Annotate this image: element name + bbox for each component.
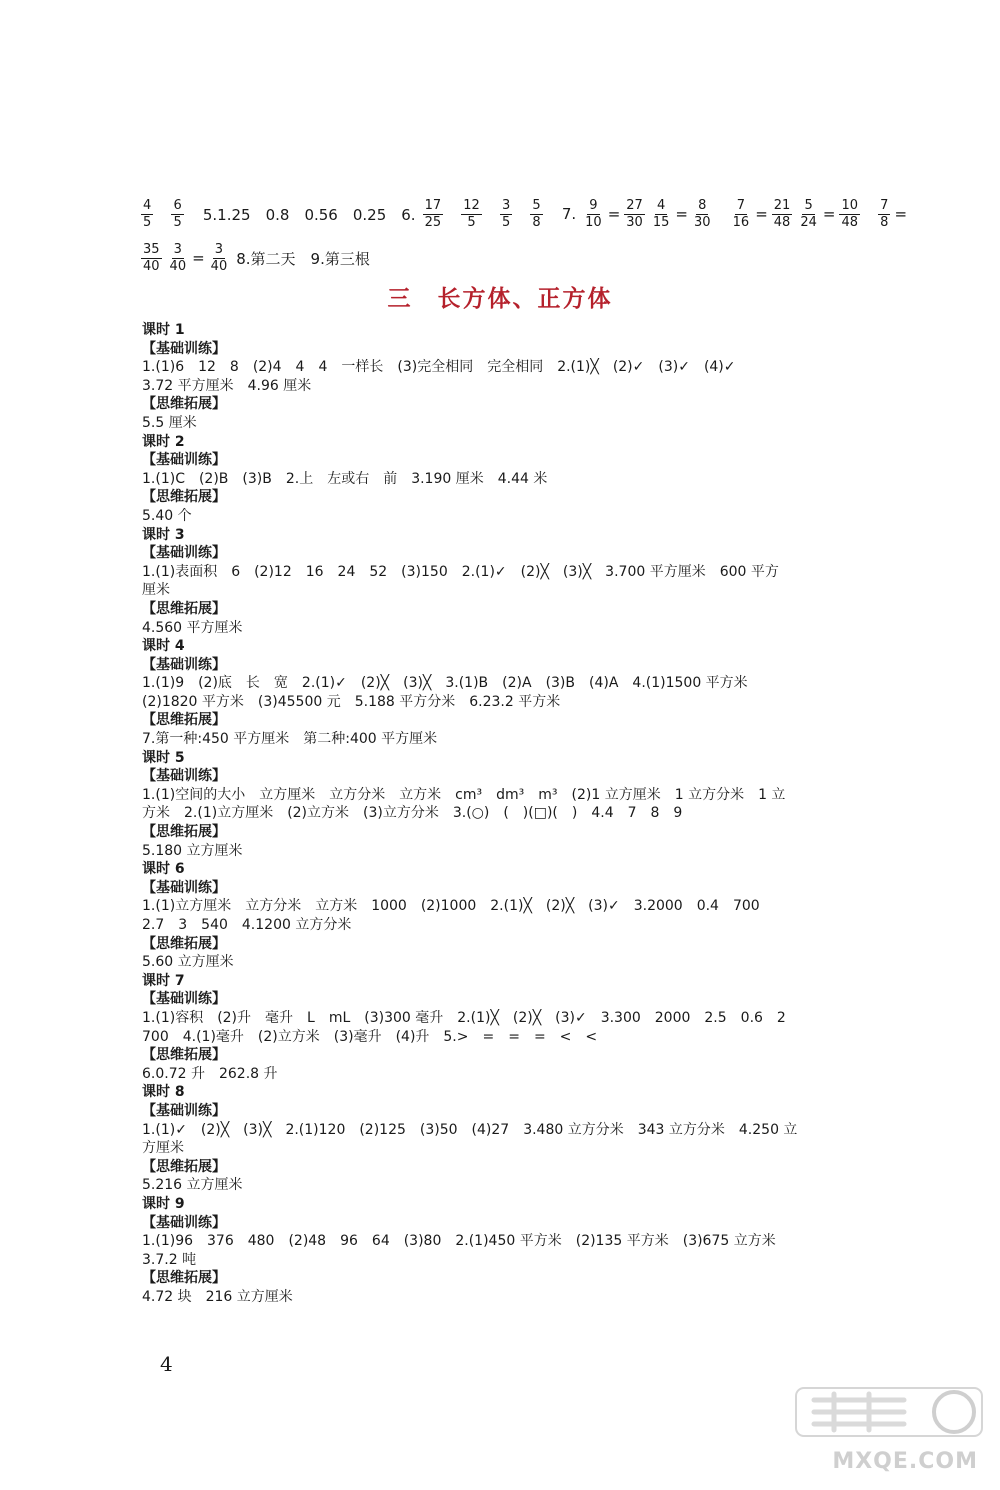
answer-line: 5.216 立方厘米: [142, 1177, 243, 1194]
section-tag: 【基础训练】: [142, 545, 226, 562]
denominator: 30: [626, 214, 643, 230]
equals-sign: =: [675, 205, 688, 223]
numerator: 7: [736, 197, 746, 213]
answer-line: 1.(1)✓ (2)╳ (3)╳ 2.(1)120 (2)125 (3)50 (4)27 3.480 立方分米 343 立方分米 4.250 立: [142, 1121, 798, 1138]
answer-line: (2)1820 平方米 (3)45500 元 5.188 平方分米 6.23.2 平方米: [142, 693, 561, 710]
answer-line: 2.7 3 540 4.1200 立方分米: [142, 917, 352, 933]
answer-line: 1.(1)容积 (2)升 毫升 L mL (3)300 毫升 2.(1)╳ (2)╳ (3)✓ 3.300 2000 2.5 0.6 2: [142, 1009, 786, 1026]
numerator: 4: [143, 197, 152, 213]
fraction: [651, 198, 672, 231]
numerator: 12: [463, 197, 480, 213]
watermark-url: MXQE.COM: [832, 1449, 978, 1474]
denominator: 24: [800, 214, 817, 230]
answer-line: 方厘米: [142, 1140, 184, 1157]
section-tag: 【思维拓展】: [142, 600, 226, 617]
answer-line: 1.(1)C (2)B (3)B 2.上 左或右 前 3.190 厘米 4.44 米: [142, 470, 548, 487]
fraction: [624, 198, 645, 231]
answer-line: 1.(1)空间的大小 立方厘米 立方分米 立方米 cm³ dm³ m³ (2)1 立方厘米 1 立方分米 1 立: [142, 786, 786, 803]
answer-line: 4.560 平方厘米: [142, 619, 243, 636]
numerator: 21: [773, 197, 791, 213]
section-tag: 【基础训练】: [142, 879, 226, 896]
fraction: [461, 198, 482, 231]
equals-sign: =: [607, 205, 621, 223]
numerator: 9: [589, 197, 598, 213]
section-tag: 【基础训练】: [142, 452, 226, 469]
answer-line: 1.(1)立方厘米 立方分米 立方米 1000 (2)1000 2.(1)╳ (2)╳ (3)✓ 3.2000 0.4 700: [142, 898, 760, 915]
denominator: 30: [693, 214, 711, 230]
section-tag: 【基础训练】: [142, 340, 226, 357]
section-tag: 【基础训练】: [142, 1214, 226, 1231]
page-number: 4: [160, 1352, 173, 1376]
answer-text: 8.第二天 9.第三根: [236, 249, 370, 268]
lesson-heading: 课时 7: [142, 972, 185, 989]
equals-sign: =: [192, 249, 205, 267]
answer-line: 1.(1)9 (2)底 长 宽 2.(1)✓ (2)╳ (3)╳ 3.(1)B (2)A (3)B (4)A 4.(1)1500 平方米: [142, 675, 748, 692]
fraction-answers: [138, 192, 908, 280]
answer-line: 5.180 立方厘米: [142, 842, 243, 859]
answer-line: 6.0.72 升 262.8 升: [142, 1065, 278, 1082]
section-tag: 【思维拓展】: [142, 712, 226, 729]
numerator: 35: [143, 241, 160, 257]
equals-sign: =: [894, 205, 908, 223]
section-tag: 【基础训练】: [142, 768, 226, 785]
denominator: 40: [210, 258, 228, 274]
section-tag: 【思维拓展】: [142, 1047, 226, 1064]
numerator: 7: [880, 197, 889, 213]
denominator: 15: [652, 214, 670, 230]
lesson-heading: 课时 5: [142, 749, 185, 766]
equals-sign: =: [822, 205, 836, 223]
fraction: [141, 242, 162, 275]
fraction-row-1: [138, 192, 908, 236]
section-tag: 【思维拓展】: [142, 935, 226, 952]
denominator: 8: [880, 214, 889, 230]
answer-line: 5.5 厘米: [142, 414, 197, 431]
denominator: 48: [773, 214, 791, 230]
watermark-logo: [794, 1384, 984, 1440]
fraction: [141, 198, 153, 231]
denominator: 40: [169, 258, 187, 274]
fraction: [692, 198, 713, 231]
answer-line: 5.60 立方厘米: [142, 954, 234, 971]
answer-line: 700 4.(1)毫升 (2)立方米 (3)毫升 (4)升 5.> = = = < <: [142, 1028, 598, 1045]
denominator: 5: [143, 214, 152, 230]
fraction: [878, 198, 890, 231]
answer-line: 3.7.2 吨: [142, 1251, 197, 1268]
lesson-heading: 课时 6: [142, 861, 185, 878]
numerator: 8: [698, 197, 707, 213]
answer-line: 3.72 平方厘米 4.96 厘米: [142, 377, 312, 394]
section-tag: 【思维拓展】: [142, 489, 226, 506]
numerator: 4: [656, 197, 666, 213]
fraction: [731, 198, 752, 231]
answer-line: 1.(1)表面积 6 (2)12 16 24 52 (3)150 2.(1)✓ (2)╳ (3)╳ 3.700 平方厘米 600 平方: [142, 563, 779, 580]
answer-list: [142, 321, 912, 1306]
numerator: 5: [532, 197, 541, 213]
denominator: 16: [732, 214, 750, 230]
lesson-heading: 课时 8: [142, 1084, 185, 1101]
numerator: 5: [804, 197, 813, 213]
denominator: 40: [143, 258, 160, 274]
fraction: [500, 198, 512, 231]
lesson-heading: 课时 1: [142, 322, 185, 338]
denominator: 5: [501, 214, 511, 230]
numerator: 17: [424, 197, 442, 213]
numerator: 3: [501, 197, 511, 213]
answer-line: 1.(1)6 12 8 (2)4 4 4 一样长 (3)完全相同 完全相同 2.(1)╳ (2)✓ (3)✓ (4)✓: [142, 359, 736, 376]
watermark: [794, 1384, 984, 1474]
denominator: 8: [532, 214, 541, 230]
section-tag: 【思维拓展】: [142, 396, 226, 413]
fraction: [530, 198, 542, 231]
numerator: 27: [626, 197, 643, 213]
section-tag: 【基础训练】: [142, 991, 226, 1008]
fraction: [209, 242, 230, 275]
numerator: 10: [841, 197, 858, 213]
section-tag: 【基础训练】: [142, 1102, 226, 1119]
numerator: 3: [173, 241, 182, 257]
section-tag: 【基础训练】: [142, 656, 226, 673]
denominator: 25: [424, 214, 442, 230]
fraction: [772, 198, 793, 231]
fraction: [583, 198, 604, 231]
lesson-heading: 课时 9: [142, 1195, 185, 1212]
section-title: 三 长方体、正方体: [387, 286, 613, 312]
numerator: 3: [214, 241, 224, 257]
answer-line: 5.40 个: [142, 507, 192, 524]
fraction: [171, 198, 183, 231]
numerator: 6: [173, 197, 182, 213]
answer-text: 7.: [561, 205, 577, 223]
lesson-heading: 课时 2: [142, 433, 185, 450]
fraction-row-2: [138, 236, 908, 280]
section-tag: 【思维拓展】: [142, 1158, 226, 1175]
answer-line: 4.72 块 216 立方厘米: [142, 1288, 293, 1305]
denominator: 48: [841, 214, 858, 230]
answer-line: 7.第一种:450 平方厘米 第二种:400 平方厘米: [142, 731, 438, 748]
lesson-heading: 课时 3: [142, 526, 185, 543]
fraction: [798, 198, 819, 231]
section-tag: 【思维拓展】: [142, 1270, 226, 1287]
fraction: [423, 198, 444, 231]
answer-line: 厘米: [142, 582, 170, 599]
answer-text: 5.1.25 0.8 0.56 0.25 6.: [202, 205, 416, 224]
answer-line: 1.(1)96 376 480 (2)48 96 64 (3)80 2.(1)450 平方米 (2)135 平方米 (3)675 立方米: [142, 1233, 776, 1250]
equals-sign: =: [755, 205, 768, 223]
answer-line: 方米 2.(1)立方厘米 (2)立方米 (3)立方分米 3.(○) ( )(□)( ) 4.4 7 8 9: [142, 805, 683, 822]
denominator: 5: [467, 214, 476, 230]
fraction: [839, 198, 860, 231]
fraction: [168, 242, 189, 275]
denominator: 5: [173, 214, 182, 230]
section-tag: 【思维拓展】: [142, 824, 226, 841]
lesson-heading: 课时 4: [142, 638, 185, 655]
denominator: 10: [585, 214, 602, 230]
